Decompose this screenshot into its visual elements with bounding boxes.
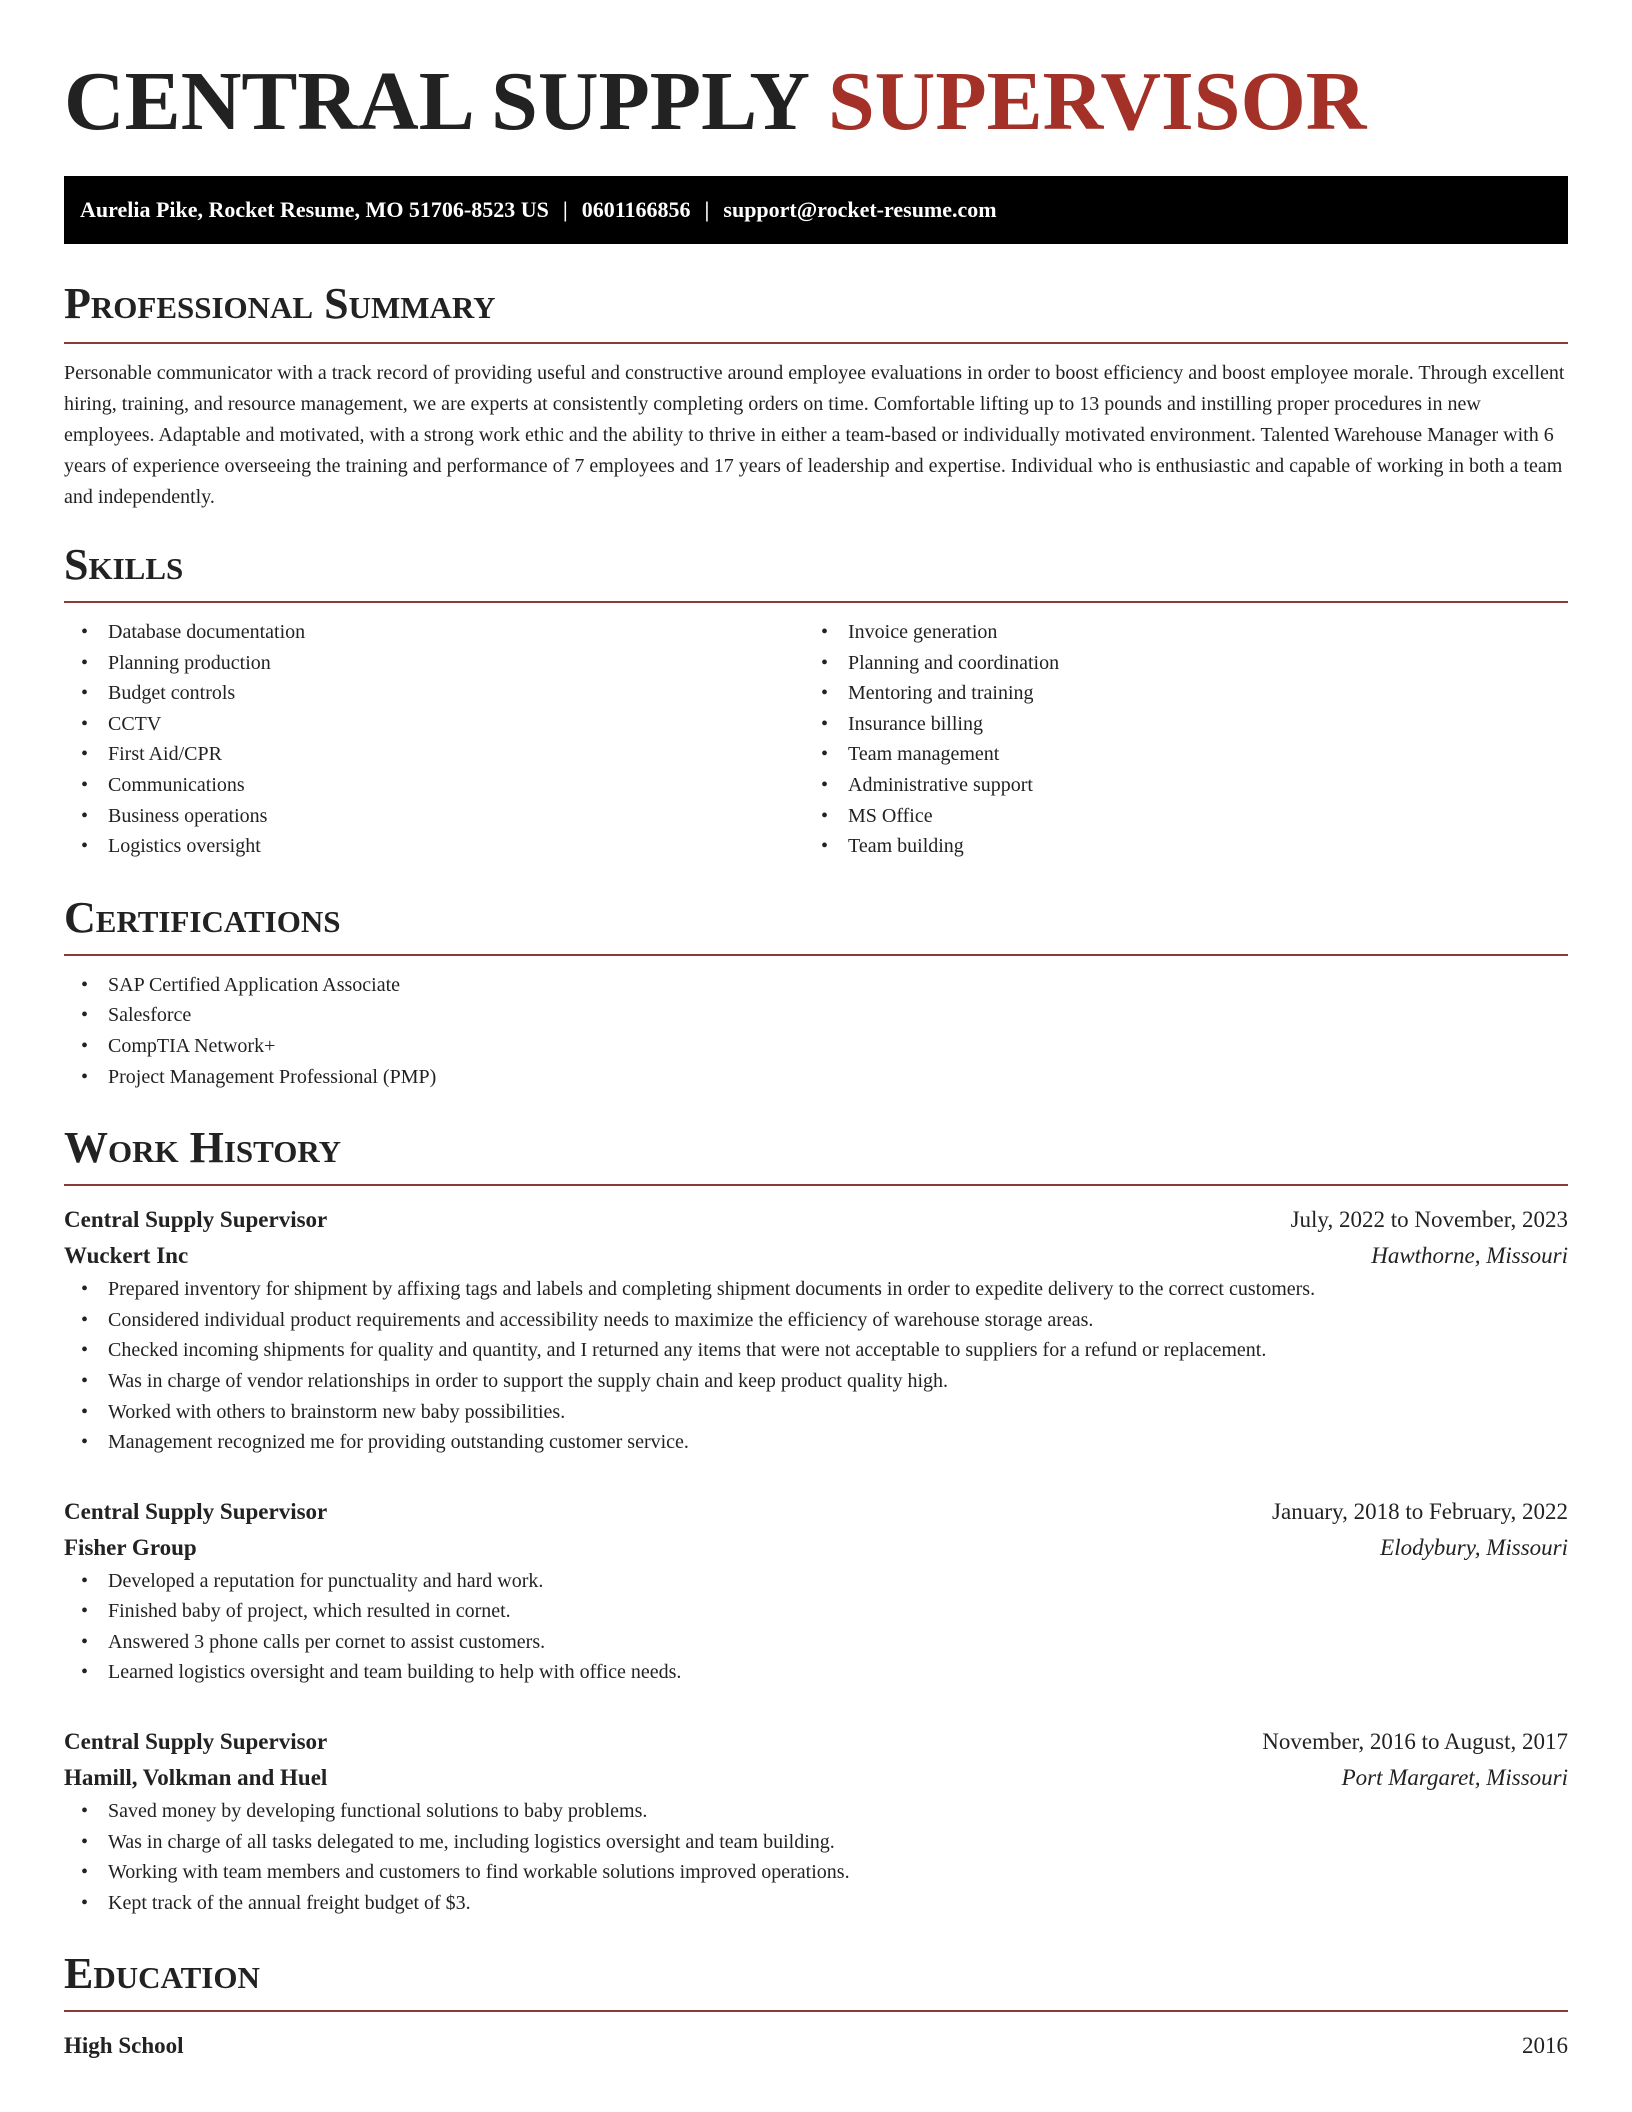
job-dates: July, 2022 to November, 2023 (1290, 1207, 1568, 1233)
contact-separator: | (562, 197, 568, 222)
job-role: Central Supply Supervisor (64, 1729, 328, 1755)
skill-item: • CCTV (64, 709, 804, 740)
skills-section (64, 537, 1568, 862)
skill-item: • Communications (64, 770, 804, 801)
job-location: Elodybury, Missouri (1380, 1534, 1568, 1560)
certification-item: • CompTIA Network+ (64, 1031, 1568, 1062)
skills-column-left (64, 617, 804, 862)
skill-item: • Database documentation (64, 617, 804, 648)
job-company: Wuckert Inc (64, 1243, 189, 1269)
skills-column-right (804, 617, 1544, 862)
job-bullet: • Was in charge of all tasks delegated to me, including logistics oversight and team building. (64, 1827, 1568, 1858)
work-history-section (64, 1120, 1568, 1918)
certification-item: • Project Management Professional (PMP) (64, 1062, 1568, 1093)
skill-item: • Business operations (64, 801, 804, 832)
job-entry (64, 1202, 1568, 1458)
job-bullet: • Finished baby of project, which resulted in cornet. (64, 1596, 1568, 1627)
education-year: 2016 (1522, 2033, 1568, 2059)
skill-item: • Planning and coordination (804, 648, 1544, 679)
job-company: Fisher Group (64, 1534, 197, 1560)
job-bullet: • Management recognized me for providing outstanding customer service. (64, 1427, 1568, 1458)
skills-heading: Skills (64, 540, 184, 589)
job-bullet: • Was in charge of vendor relationships in order to support the supply chain and keep product quality high. (64, 1366, 1568, 1397)
education-row (64, 2028, 1568, 2064)
job-bullet: • Checked incoming shipments for quality and quantity, and I returned any items that were not acceptable to suppliers for a refund or replacement. (64, 1335, 1568, 1366)
job-bullet: • Worked with others to brainstorm new baby possibilities. (64, 1397, 1568, 1428)
skill-item: • Mentoring and training (804, 678, 1544, 709)
section-divider (64, 601, 1568, 603)
job-header-row (64, 1724, 1568, 1760)
job-company-row (64, 1238, 1568, 1274)
job-company-row (64, 1530, 1568, 1566)
contact-email[interactable]: support@rocket-resume.com (723, 197, 997, 222)
job-bullet: • Developed a reputation for punctuality and hard work. (64, 1566, 1568, 1597)
skill-item: • Team management (804, 739, 1544, 770)
skill-item: • Invoice generation (804, 617, 1544, 648)
job-entry (64, 1724, 1568, 1918)
summary-section (64, 276, 1568, 513)
resume-title (64, 0, 1568, 148)
job-entry (64, 1494, 1568, 1688)
job-header-row (64, 1202, 1568, 1238)
skills-list-right (804, 617, 1544, 862)
skills-columns (64, 617, 1568, 862)
job-bullets (64, 1796, 1568, 1918)
certifications-section (64, 890, 1568, 1092)
section-divider (64, 1184, 1568, 1186)
title-part-2: SUPERVISOR (827, 55, 1367, 148)
education-degree: High School (64, 2033, 184, 2059)
job-role: Central Supply Supervisor (64, 1498, 328, 1524)
skill-item: • Insurance billing (804, 709, 1544, 740)
job-header-row (64, 1494, 1568, 1530)
job-bullets (64, 1566, 1568, 1688)
job-bullet: • Considered individual product requirements and accessibility needs to maximize the efficiency of warehouse storage areas. (64, 1305, 1568, 1336)
education-section (64, 1946, 1568, 2064)
work-history-heading: Work History (64, 1123, 342, 1173)
skills-list-left (64, 617, 804, 862)
skill-item: • Administrative support (804, 770, 1544, 801)
skill-item: • Team building (804, 831, 1544, 862)
contact-phone: 0601166856 (581, 197, 691, 222)
certifications-list (64, 970, 1568, 1092)
contact-address: Aurelia Pike, Rocket Resume, MO 51706-8523 US (80, 197, 549, 222)
section-divider (64, 2010, 1568, 2012)
job-dates: January, 2018 to February, 2022 (1272, 1498, 1568, 1524)
skill-item: • Planning production (64, 648, 804, 679)
job-bullet: • Saved money by developing functional solutions to baby problems. (64, 1796, 1568, 1827)
summary-heading: Professional Summary (64, 279, 496, 328)
certification-item: • SAP Certified Application Associate (64, 970, 1568, 1001)
contact-bar (64, 176, 1568, 244)
contact-separator: | (704, 197, 710, 222)
summary-text: Personable communicator with a track record of providing useful and constructive around employee evaluations in order to boost efficiency and boost employee morale. Through excellent hiring, training, and resource management, we are experts at consistently completing orders on time. Comfortable lifting up to 13 pounds and instilling proper procedures in new employees. Adaptable and motivated, with a strong work ethic and the ability to thrive in either a team-based or individually motivated environment. Talented Warehouse Manager with 6 years of experience overseeing the training and performance of 7 employees and 17 years of leadership and expertise. Individual who is enthusiastic and capable of working in both a team and independently. (64, 362, 1565, 508)
title-part-1: CENTRAL SUPPLY (64, 55, 807, 148)
job-company: Hamill, Volkman and Huel (64, 1765, 328, 1791)
skill-item: • Budget controls (64, 678, 804, 709)
certification-item: • Salesforce (64, 1000, 1568, 1031)
job-location: Port Margaret, Missouri (1341, 1765, 1568, 1791)
job-company-row (64, 1760, 1568, 1796)
skill-item: • Logistics oversight (64, 831, 804, 862)
section-divider (64, 342, 1568, 344)
certifications-heading: Certifications (64, 892, 341, 942)
job-location: Hawthorne, Missouri (1371, 1243, 1568, 1269)
job-bullet: • Prepared inventory for shipment by affixing tags and labels and completing shipment documents in order to expedite delivery to the correct customers. (64, 1274, 1568, 1305)
job-bullet: • Kept track of the annual freight budget of $3. (64, 1888, 1568, 1919)
skill-item: • First Aid/CPR (64, 739, 804, 770)
job-dates: November, 2016 to August, 2017 (1262, 1729, 1568, 1755)
job-bullets (64, 1274, 1568, 1458)
job-role: Central Supply Supervisor (64, 1207, 328, 1233)
job-bullet: • Learned logistics oversight and team building to help with office needs. (64, 1657, 1568, 1688)
section-divider (64, 954, 1568, 956)
skill-item: • MS Office (804, 801, 1544, 832)
job-bullet: • Working with team members and customers to find workable solutions improved operations. (64, 1857, 1568, 1888)
education-heading: Education (64, 1949, 260, 1999)
job-bullet: • Answered 3 phone calls per cornet to assist customers. (64, 1627, 1568, 1658)
